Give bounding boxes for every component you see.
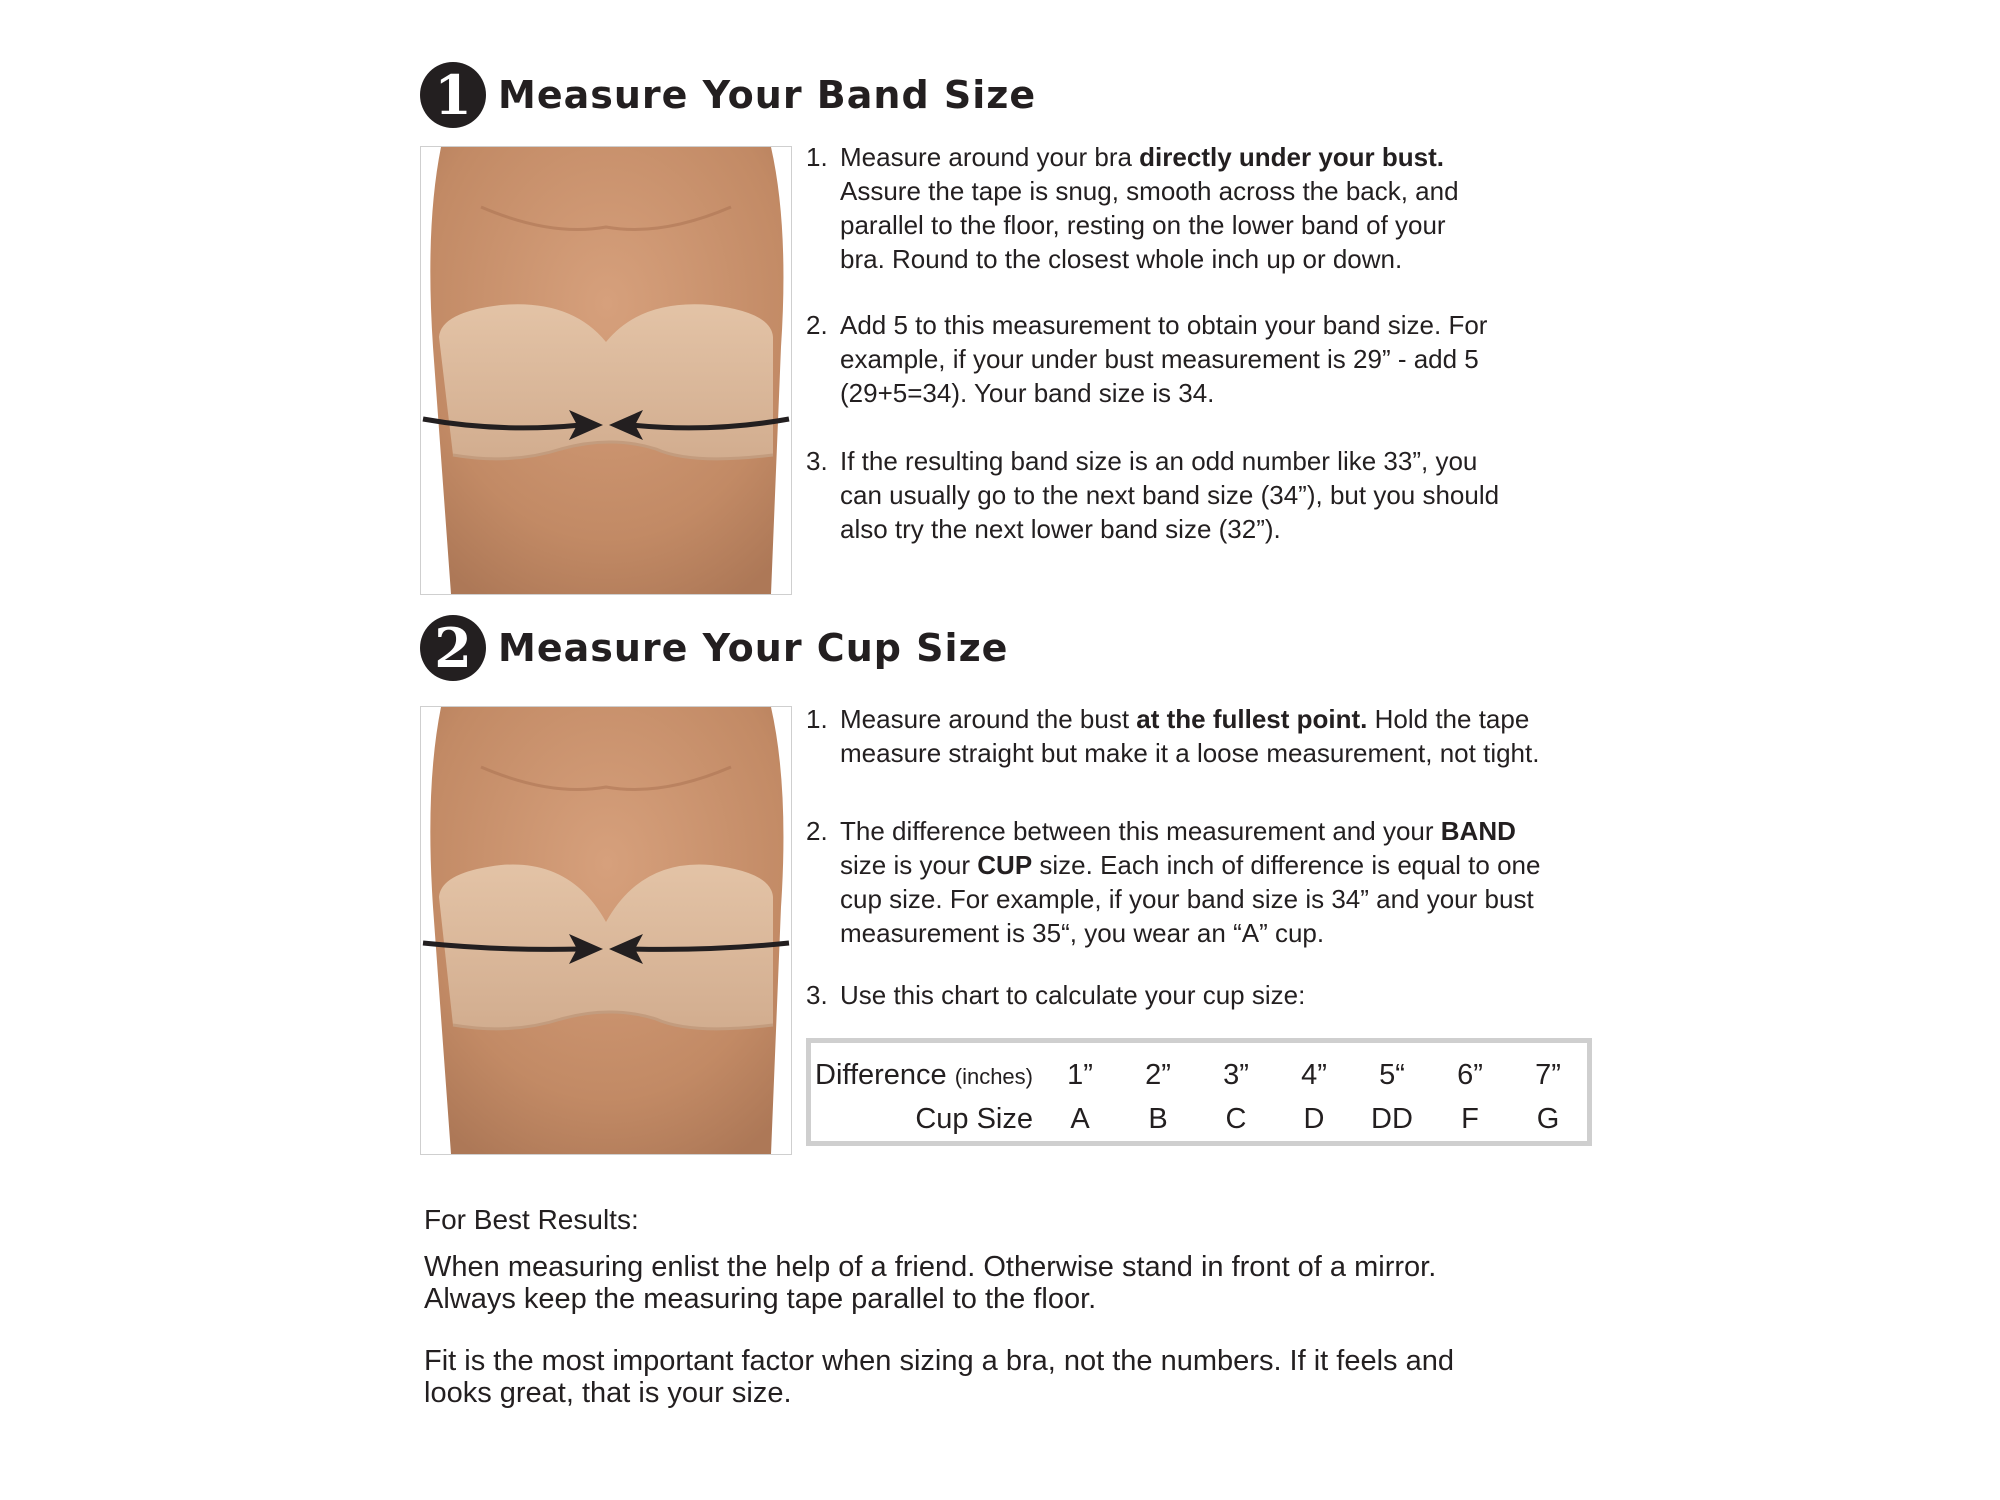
cup-measure-illustration [420, 706, 792, 1155]
difference-label: Difference [815, 1058, 947, 1091]
difference-unit: (inches) [954, 1063, 1033, 1089]
cup-step-1: 1. Measure around the bust at the fullest point. Hold the tape measure straight but make it a loose measurement, not tight. [806, 704, 1540, 768]
difference-row [811, 1055, 1587, 1095]
band-step-1: 1. Measure around your bra directly under your bust. Assure the tape is snug, smooth across the back, and parallel to the floor, resting on the lower band of your bra. Round to the closest whole inch up or down. [806, 142, 1459, 274]
cup-size-cell: DD [1371, 1102, 1413, 1135]
difference-cell: 4” [1301, 1058, 1327, 1091]
difference-cell: 7” [1535, 1058, 1561, 1091]
cup-size-cell: F [1461, 1102, 1479, 1135]
cup-size-cell: A [1070, 1102, 1090, 1135]
cup-size-cell: G [1536, 1102, 1560, 1135]
band-steps-list [806, 140, 1606, 546]
best-results-heading: For Best Results: [424, 1204, 639, 1235]
band-section-title: Measure Your Band Size [498, 73, 1037, 117]
best-results-section [424, 1203, 1624, 1409]
cup-size-cell: C [1225, 1102, 1247, 1135]
band-section-heading [420, 61, 1036, 129]
band-step-2: 2. Add 5 to this measurement to obtain your band size. For example, if your under bust measurement is 29” - add 5 (29+5=34). Your band size is 34. [806, 310, 1488, 408]
step-number-badge: 1 [420, 62, 486, 128]
difference-cell: 2” [1145, 1058, 1171, 1091]
cup-step-2: 2. The difference between this measurement and your BAND size is your CUP size. Each inch of difference is equal to one cup size. For example, if your band size is 34” and your bust measurement is 35“, you wear an “A” cup. [806, 816, 1541, 948]
best-results-paragraph-1: When measuring enlist the help of a friend. Otherwise stand in front of a mirror. Always keep the measuring tape parallel to the floor. [424, 1251, 1437, 1315]
band-step-3: 3. If the resulting band size is an odd number like 33”, you can usually go to the next band size (34”), but you should also try the next lower band size (32”). [806, 446, 1500, 544]
cup-size-row [811, 1099, 1587, 1139]
cup-size-cell: D [1303, 1102, 1325, 1135]
band-measure-illustration [420, 146, 792, 595]
cup-section-heading [420, 614, 1008, 682]
difference-cell: 6” [1457, 1058, 1483, 1091]
step-number-badge: 2 [420, 615, 486, 681]
cup-section-title: Measure Your Cup Size [498, 626, 1009, 670]
difference-cell: 1” [1067, 1058, 1093, 1091]
difference-cell: 3” [1223, 1058, 1249, 1091]
best-results-paragraph-2: Fit is the most important factor when sizing a bra, not the numbers. If it feels and looks great, that is your size. [424, 1345, 1454, 1409]
cup-size-cell: B [1148, 1102, 1168, 1135]
difference-cell: 5“ [1379, 1058, 1405, 1091]
cup-steps-list [806, 702, 1606, 1012]
cup-size-label: Cup Size [915, 1102, 1033, 1135]
cup-size-chart [806, 1038, 1592, 1146]
cup-step-3: 3. Use this chart to calculate your cup size: [806, 980, 1306, 1010]
